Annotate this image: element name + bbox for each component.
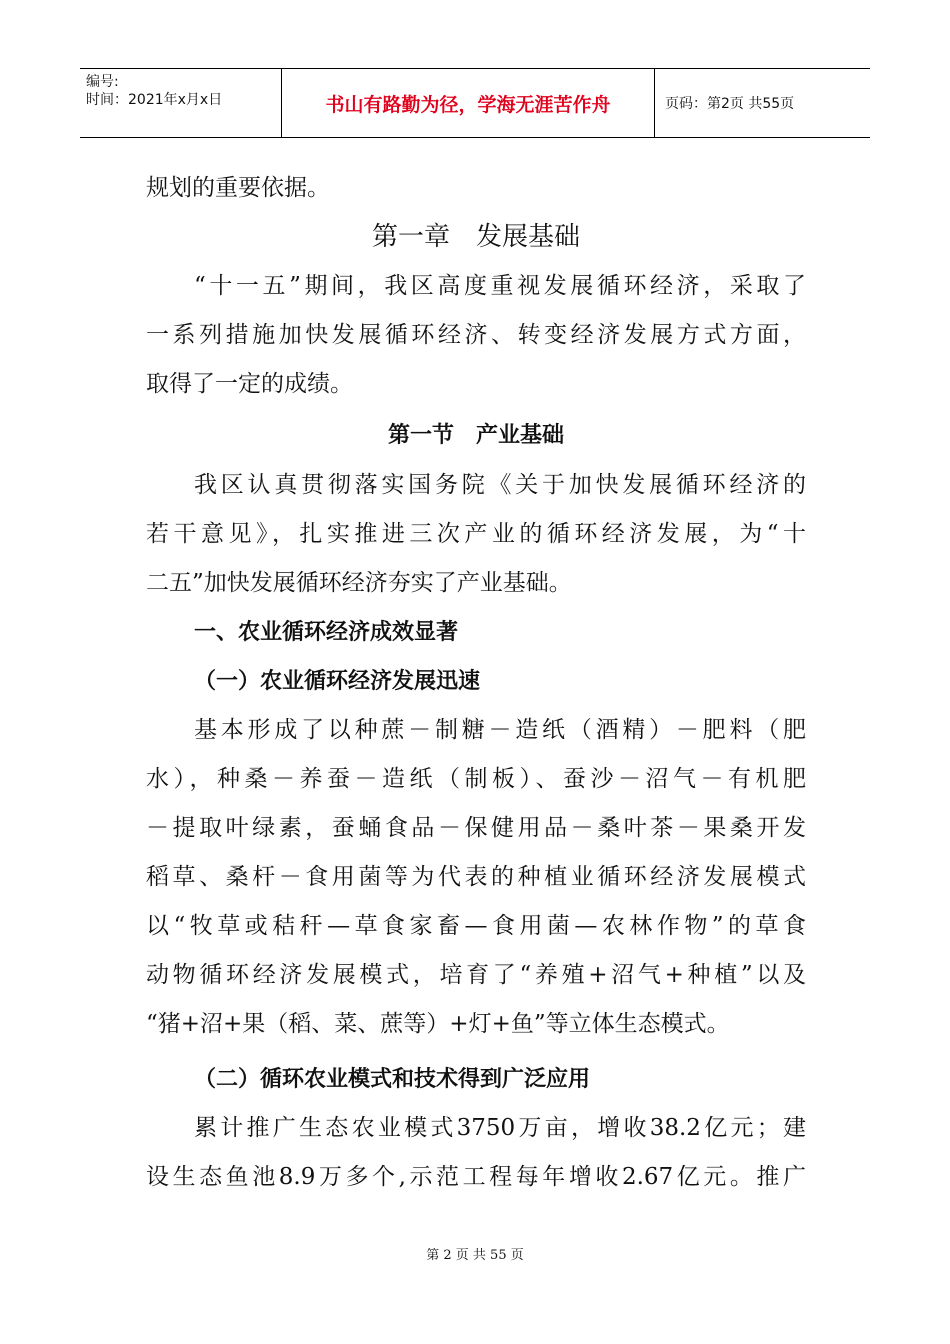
text-line: 设生态鱼池8.9万多个,示范工程每年增收2.67亿元。推广 — [146, 1164, 806, 1190]
text-line: 水），种桑－养蚕－造纸（制板）、蚕沙－沼气－有机肥 — [146, 766, 806, 792]
heading-level-1: 一、农业循环经济成效显著 — [194, 619, 459, 645]
heading-level-2: （二）循环农业模式和技术得到广泛应用 — [194, 1066, 591, 1092]
text-line: －提取叶绿素，蚕蛹食品－保健用品－桑叶茶－果桑开发 — [146, 815, 806, 841]
time-label: 时间：2021年x月x日 — [86, 92, 223, 108]
page-header — [80, 68, 870, 138]
text-line: “十一五”期间，我区高度重视发展循环经济，采取了 — [194, 273, 806, 299]
header-meta — [80, 69, 282, 137]
text-line: 我区认真贯彻落实国务院《关于加快发展循环经济的 — [194, 472, 806, 498]
text-line: 基本形成了以种蔗－制糖－造纸（酒精）－肥料（肥 — [194, 717, 806, 743]
text-line: 以“牧草或秸秆—草食家畜—食用菌—农林作物”的草食 — [146, 913, 806, 939]
text-line: 若干意见》，扎实推进三次产业的循环经济发展，为“十 — [146, 521, 806, 547]
header-page-info: 页码：第2页 共55页 — [665, 96, 795, 112]
text-line: 稻草、桑杆－食用菌等为代表的种植业循环经济发展模式 — [146, 864, 806, 890]
text-line: 二五”加快发展循环经济夯实了产业基础。 — [146, 570, 572, 596]
heading-level-2: （一）农业循环经济发展迅速 — [194, 668, 481, 694]
page-footer: 第 2 页 共 55 页 — [426, 1248, 524, 1263]
text-line: 累计推广生态农业模式3750万亩，增收38.2亿元；建 — [194, 1115, 806, 1141]
text-line: “猪+沼+果（稻、菜、蔗等）+灯+鱼”等立体生态模式。 — [146, 1011, 730, 1037]
chapter-title: 第一章 发展基础 — [371, 222, 580, 252]
document-body — [146, 164, 806, 1202]
number-label: 编号: — [86, 74, 119, 90]
text-line: 取得了一定的成绩。 — [146, 371, 353, 397]
text-line: 动物循环经济发展模式，培育了“养殖+沼气+种植”以及 — [146, 962, 806, 988]
text-line: 规划的重要依据。 — [146, 175, 330, 201]
section-title: 第一节 产业基础 — [387, 422, 564, 448]
text-line: 一系列措施加快发展循环经济、转变经济发展方式方面， — [146, 322, 806, 348]
header-motto: 书山有路勤为径，学海无涯苦作舟 — [282, 69, 655, 137]
